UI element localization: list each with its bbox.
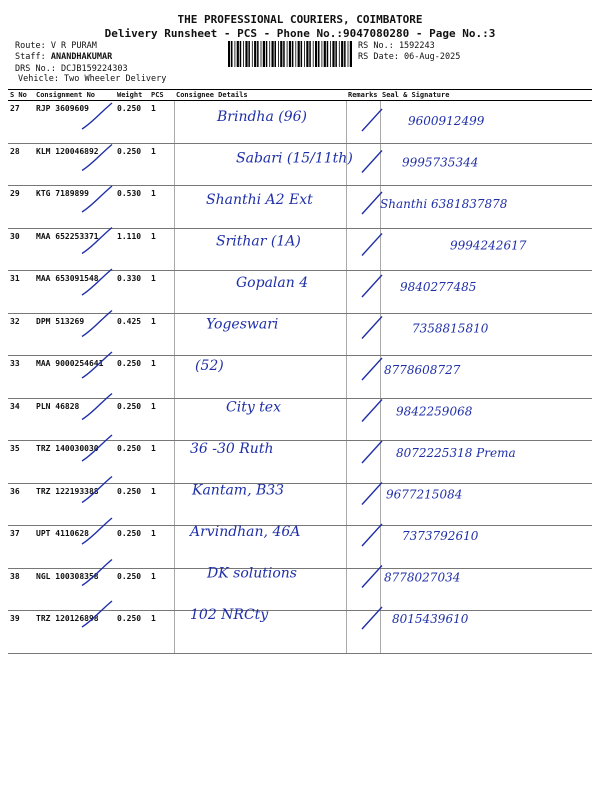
- signature-handwriting: 8015439610: [392, 612, 469, 626]
- row-consignee: [174, 143, 346, 186]
- row-signature: [380, 568, 592, 611]
- row-weight: 0.250: [115, 398, 149, 441]
- signature-handwriting: 8778608727: [384, 363, 461, 377]
- row-consignee: [174, 611, 346, 654]
- row-consignment: KTG 7189899: [34, 186, 115, 229]
- col-pcs: PCS: [149, 90, 174, 101]
- barcode-bar: [301, 41, 303, 67]
- row-pcs: 1: [149, 356, 174, 399]
- row-remarks: [346, 186, 380, 229]
- row-consignment: UPT 4110628: [34, 526, 115, 569]
- vehicle-label: Vehicle: Two Wheeler Delivery: [18, 74, 167, 84]
- col-signature: Seal & Signature: [380, 90, 592, 101]
- row-consignee: [174, 526, 346, 569]
- barcode-bar: [309, 41, 311, 67]
- consignee-handwriting: Yogeswari: [206, 316, 279, 333]
- table-row: [8, 526, 592, 569]
- row-pcs: 1: [149, 186, 174, 229]
- row-weight: 0.250: [115, 356, 149, 399]
- row-consignment: MAA 652253371: [34, 228, 115, 271]
- col-consignee: Consignee Details: [174, 90, 346, 101]
- row-weight: 0.250: [115, 611, 149, 654]
- consignee-handwriting: City tex: [226, 399, 281, 416]
- barcode-bar: [350, 41, 352, 67]
- row-consignee: [174, 398, 346, 441]
- row-consignee: [174, 565, 346, 611]
- barcode-bar: [257, 41, 259, 67]
- runsheet-table: [8, 89, 592, 654]
- consignee-handwriting: Sabari (15/11th): [236, 150, 353, 167]
- row-consignment: KLM 120046892: [34, 143, 115, 186]
- row-consignment: TRZ 120126898: [34, 611, 115, 654]
- row-signature: [380, 271, 592, 314]
- row-remarks: [346, 611, 380, 654]
- barcode-bar: [228, 41, 230, 67]
- row-remarks: [346, 526, 380, 569]
- rs-number: RS No.: 1592243: [358, 41, 435, 51]
- row-weight: 0.250: [115, 568, 149, 611]
- row-remarks: [346, 143, 380, 186]
- row-consignment: MAA 9000254641: [34, 356, 115, 399]
- barcode-bar: [278, 41, 279, 67]
- signature-handwriting: 9994242617: [450, 238, 527, 253]
- row-remarks: [346, 441, 380, 484]
- row-pcs: 1: [149, 483, 174, 526]
- signature-handwriting: 8778027034: [384, 570, 461, 585]
- barcode-bar: [261, 41, 262, 67]
- row-consignee: [174, 441, 346, 484]
- row-pcs: 1: [149, 228, 174, 271]
- row-pcs: 1: [149, 398, 174, 441]
- consignee-handwriting: 102 NRCty: [190, 607, 269, 623]
- barcode-bar: [295, 41, 296, 67]
- barcode-bar: [287, 41, 288, 67]
- barcode-bar: [235, 41, 236, 67]
- table-row: [8, 313, 592, 356]
- barcode-bar: [304, 41, 305, 67]
- barcode-bar: [339, 41, 340, 67]
- table-row: [8, 143, 592, 186]
- row-consignee: [174, 483, 346, 526]
- row-consignee: [174, 313, 346, 356]
- table-row: [8, 356, 592, 399]
- row-signature: [380, 611, 592, 654]
- barcode-bar: [263, 41, 265, 67]
- signature-handwriting: 8072225318 Prema: [396, 446, 516, 460]
- barcode-bar: [335, 41, 337, 67]
- consignee-handwriting: Srithar (1A): [216, 233, 301, 250]
- table-row: [8, 568, 592, 611]
- row-sno: 30: [8, 228, 34, 271]
- row-weight: 0.530: [115, 186, 149, 229]
- row-weight: 0.250: [115, 441, 149, 484]
- table-row: [8, 101, 592, 144]
- row-consignment: DPM 513269: [34, 313, 115, 356]
- row-remarks: [346, 228, 380, 271]
- barcode-bar: [313, 41, 314, 67]
- consignee-handwriting: Arvindhan, 46A: [190, 524, 301, 540]
- row-weight: 1.110: [115, 228, 149, 271]
- row-sno: 37: [8, 526, 34, 569]
- row-pcs: 1: [149, 526, 174, 569]
- row-weight: 0.425: [115, 313, 149, 356]
- row-consignee: [174, 271, 346, 314]
- barcode-bar: [344, 41, 346, 67]
- row-sno: 36: [8, 483, 34, 526]
- table-row: [8, 483, 592, 526]
- staff-line: [15, 52, 112, 62]
- document-title: THE PROFESSIONAL COURIERS, COIMBATORE: [177, 13, 423, 26]
- row-remarks: [346, 483, 380, 526]
- row-consignment: TRZ 122193388: [34, 483, 115, 526]
- signature-handwriting: 9840277485: [400, 280, 477, 294]
- row-signature: [380, 441, 592, 484]
- row-pcs: 1: [149, 101, 174, 144]
- row-pcs: 1: [149, 313, 174, 356]
- table-row: [8, 611, 592, 654]
- drs-number: DRS No.: DCJB159224303: [15, 64, 128, 74]
- row-weight: 0.330: [115, 271, 149, 314]
- row-signature: [380, 101, 592, 144]
- barcode-bar: [245, 41, 247, 67]
- consignee-handwriting: Shanthi A2 Ext: [206, 192, 313, 208]
- barcode-bar: [332, 41, 334, 67]
- row-consignee: [174, 228, 346, 271]
- row-remarks: [346, 271, 380, 314]
- barcode-bar: [275, 41, 277, 67]
- table-row: [8, 441, 592, 484]
- signature-handwriting: 9600912499: [408, 114, 485, 128]
- barcode-bar: [330, 41, 331, 67]
- row-consignee: [174, 356, 346, 399]
- col-sno: S No: [8, 90, 34, 101]
- barcode-bar: [237, 41, 239, 67]
- barcode-bar: [289, 41, 291, 67]
- row-consignment: RJP 3609609: [34, 101, 115, 144]
- row-weight: 0.250: [115, 143, 149, 186]
- row-sno: 28: [8, 143, 34, 186]
- row-sno: 39: [8, 611, 34, 654]
- row-remarks: [346, 101, 380, 144]
- barcode-bar: [298, 41, 300, 67]
- barcode-bar: [292, 41, 294, 67]
- consignee-handwriting: 36 -30 Ruth: [190, 441, 274, 457]
- consignee-handwriting: Brindha (96): [217, 109, 307, 125]
- barcode-bar: [306, 41, 308, 67]
- barcode-bar: [243, 41, 244, 67]
- row-signature: [380, 228, 592, 271]
- row-weight: 0.250: [115, 483, 149, 526]
- table-header-row: [8, 90, 592, 101]
- rs-date: RS Date: 06-Aug-2025: [358, 52, 461, 62]
- row-weight: 0.250: [115, 101, 149, 144]
- consignee-handwriting: Kantam, B33: [192, 482, 285, 499]
- row-sno: 34: [8, 398, 34, 441]
- barcode-bar: [318, 41, 320, 67]
- consignee-handwriting: DK solutions: [207, 565, 297, 582]
- barcode-bar: [324, 41, 326, 67]
- row-pcs: 1: [149, 143, 174, 186]
- row-sno: 32: [8, 313, 34, 356]
- row-consignment: PLN 46828: [34, 398, 115, 441]
- barcode-bar: [341, 41, 343, 67]
- barcode-bar: [280, 41, 282, 67]
- barcode-bar: [231, 41, 233, 67]
- row-sno: 31: [8, 271, 34, 314]
- table-row: [8, 271, 592, 314]
- consignee-handwriting: Gopalan 4: [236, 275, 309, 291]
- row-sno: 27: [8, 101, 34, 144]
- row-pcs: 1: [149, 611, 174, 654]
- barcode-bar: [240, 41, 242, 67]
- barcode-bar: [266, 41, 268, 67]
- consignee-handwriting: (52): [195, 358, 224, 374]
- table-row: [8, 398, 592, 441]
- row-remarks: [346, 568, 380, 611]
- row-consignment: TRZ 140030030: [34, 441, 115, 484]
- row-consignment: MAA 653091548: [34, 271, 115, 314]
- staff-name: ANANDHAKUMAR: [50, 52, 113, 62]
- signature-handwriting: 7373792610: [402, 529, 479, 543]
- document-subtitle: Delivery Runsheet - PCS - Phone No.:9047080280 - Page No.:3: [104, 27, 496, 40]
- row-consignment: NGL 100308358: [34, 568, 115, 611]
- row-signature: [380, 313, 592, 356]
- row-signature: [380, 186, 592, 229]
- barcode-bar: [322, 41, 323, 67]
- row-sno: 33: [8, 356, 34, 399]
- route-label: Route: V R PURAM: [15, 41, 97, 51]
- row-signature: [380, 143, 592, 186]
- row-weight: 0.250: [115, 526, 149, 569]
- row-signature: [380, 526, 592, 569]
- row-remarks: [346, 313, 380, 356]
- signature-handwriting: 9995735344: [402, 155, 479, 170]
- col-weight: Weight: [115, 90, 149, 101]
- barcode-bar: [272, 41, 274, 67]
- row-remarks: [346, 398, 380, 441]
- row-signature: [380, 483, 592, 526]
- row-pcs: 1: [149, 568, 174, 611]
- barcode-bar: [348, 41, 349, 67]
- row-sno: 35: [8, 441, 34, 484]
- barcode-bar: [254, 41, 256, 67]
- row-sno: 29: [8, 186, 34, 229]
- row-signature: [380, 356, 592, 399]
- row-pcs: 1: [149, 441, 174, 484]
- table-row: [8, 228, 592, 271]
- barcode-bar: [283, 41, 285, 67]
- barcode-bar: [248, 41, 250, 67]
- barcode-bar: [315, 41, 317, 67]
- row-pcs: 1: [149, 271, 174, 314]
- row-consignee: [174, 186, 346, 229]
- row-signature: [380, 398, 592, 441]
- signature-handwriting: 7358815810: [412, 321, 489, 336]
- row-consignee: [174, 101, 346, 144]
- staff-label: Staff:: [15, 52, 46, 62]
- signature-handwriting: 9677215084: [386, 487, 463, 502]
- table-row: [8, 186, 592, 229]
- row-remarks: [346, 356, 380, 399]
- signature-handwriting: Shanthi 6381837878: [380, 197, 508, 211]
- col-consignment: Consignment No: [34, 90, 115, 101]
- col-remarks: Remarks: [346, 90, 380, 101]
- row-sno: 38: [8, 568, 34, 611]
- barcode: [228, 41, 354, 67]
- barcode-bar: [327, 41, 329, 67]
- barcode-bar: [269, 41, 270, 67]
- barcode-bar: [252, 41, 253, 67]
- signature-handwriting: 9842259068: [396, 404, 473, 419]
